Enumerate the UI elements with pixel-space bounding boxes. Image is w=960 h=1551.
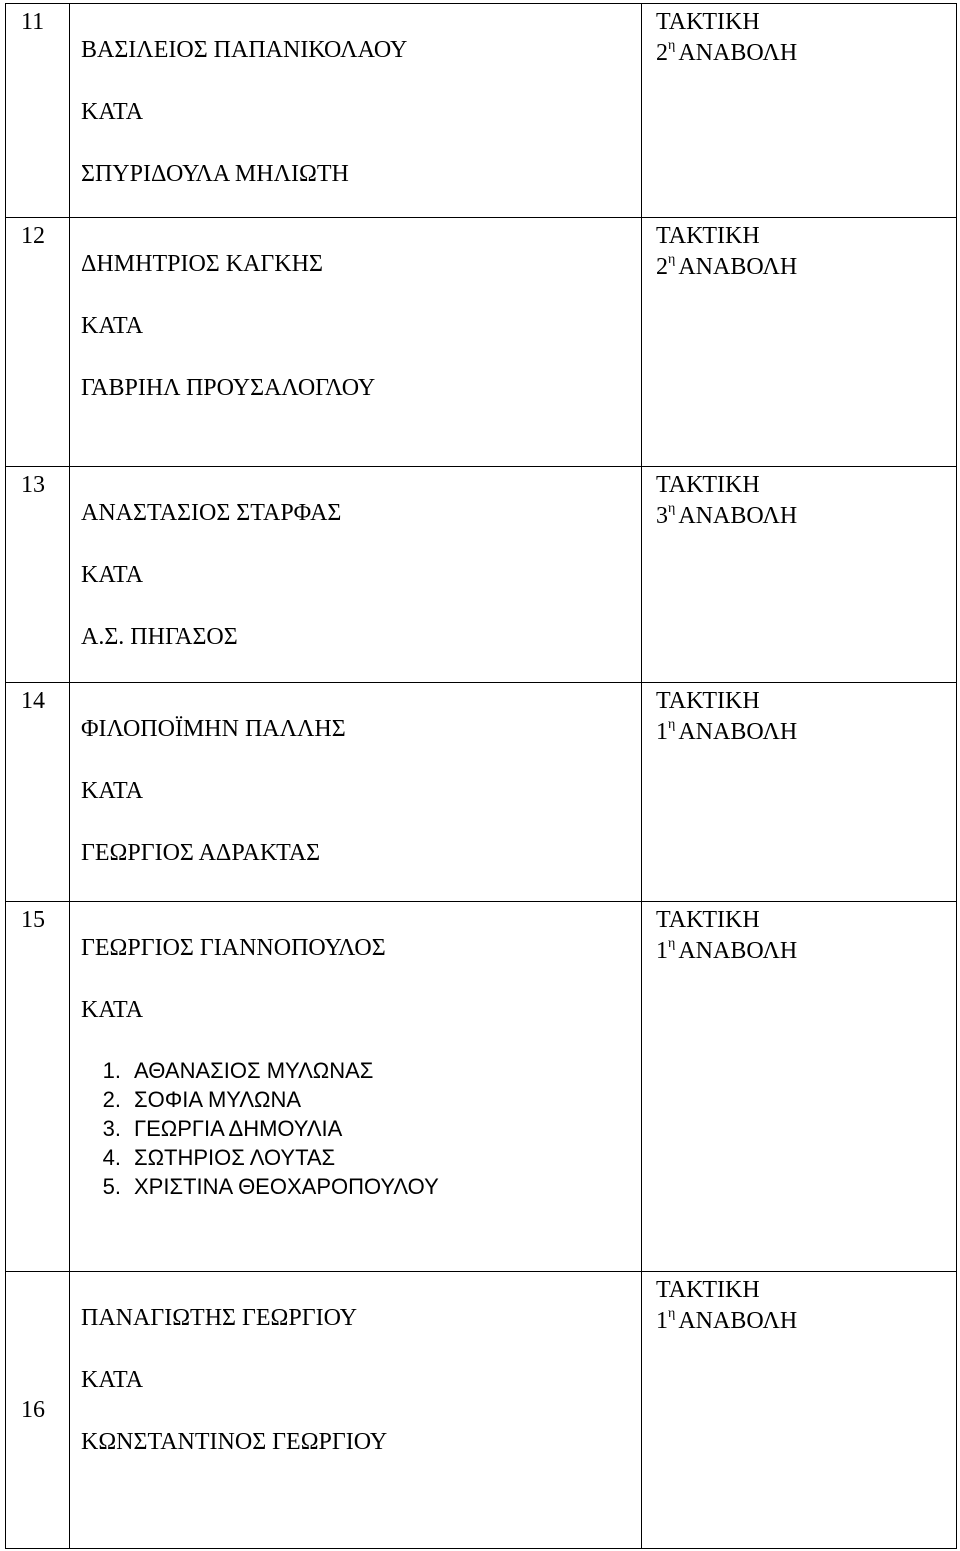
ordinal-suffix: η xyxy=(668,38,676,53)
postponement xyxy=(656,38,956,66)
postponement xyxy=(656,936,956,964)
party-a: ΔΗΜΗΤΡΙΟΣ ΚΑΓΚΗΣ xyxy=(81,251,323,277)
list-index: 4. xyxy=(102,1145,121,1170)
hearing-type: ΤΑΚΤΙΚΗ xyxy=(656,688,760,714)
party-b: ΣΠΥΡΙΔΟΥΛΑ ΜΗΛΙΩΤΗ xyxy=(81,161,349,187)
status-cell xyxy=(642,218,957,467)
postponement-number: 1 xyxy=(656,719,668,745)
parties-cell xyxy=(70,683,642,902)
list-index: 1. xyxy=(102,1058,121,1083)
postponement-label: ΑΝΑΒΟΛΗ xyxy=(678,40,798,66)
postponement xyxy=(656,252,956,280)
status-cell xyxy=(642,902,957,1272)
opponent-name: ΣΩΤΗΡΙΟΣ ΛΟΥΤΑΣ xyxy=(134,1145,336,1170)
case-number-cell xyxy=(6,4,70,218)
party-a: ΠΑΝΑΓΙΩΤΗΣ ΓΕΩΡΓΙΟΥ xyxy=(81,1305,358,1331)
case-number-cell xyxy=(6,1272,70,1549)
hearing-type: ΤΑΚΤΙΚΗ xyxy=(656,472,760,498)
ordinal-suffix: η xyxy=(668,252,676,267)
versus-label: ΚΑΤΑ xyxy=(81,313,144,339)
party-b: ΓΕΩΡΓΙΟΣ ΑΔΡΑΚΤΑΣ xyxy=(81,840,321,866)
case-number-cell xyxy=(6,683,70,902)
case-number-cell xyxy=(6,467,70,683)
case-number: 12 xyxy=(21,223,45,249)
opponent-name: ΓΕΩΡΓΙΑ ΔΗΜΟΥΛΙΑ xyxy=(134,1116,343,1141)
list-index: 3. xyxy=(102,1116,121,1141)
ordinal-suffix: η xyxy=(668,936,676,951)
case-number: 11 xyxy=(21,9,45,35)
party-b: ΚΩΝΣΤΑΝΤΙΝΟΣ ΓΕΩΡΓΙΟΥ xyxy=(81,1429,388,1455)
table-row xyxy=(6,467,957,683)
postponement-label: ΑΝΑΒΟΛΗ xyxy=(678,254,798,280)
hearing-type: ΤΑΚΤΙΚΗ xyxy=(656,9,760,35)
ordinal-suffix: η xyxy=(668,501,676,516)
versus-label: ΚΑΤΑ xyxy=(81,1367,144,1393)
parties-cell xyxy=(70,467,642,683)
versus-label: ΚΑΤΑ xyxy=(81,562,144,588)
list-index: 2. xyxy=(102,1087,121,1112)
postponement-number: 1 xyxy=(656,938,668,964)
postponement-label: ΑΝΑΒΟΛΗ xyxy=(678,1308,798,1334)
case-number: 15 xyxy=(21,907,45,933)
parties-cell xyxy=(70,218,642,467)
status-cell xyxy=(642,4,957,218)
ordinal-suffix: η xyxy=(668,1306,676,1321)
hearing-type: ΤΑΚΤΙΚΗ xyxy=(656,907,760,933)
postponement-label: ΑΝΑΒΟΛΗ xyxy=(678,938,798,964)
party-a: ΦΙΛΟΠΟΪΜΗΝ ΠΑΛΛΗΣ xyxy=(81,716,346,742)
party-a: ΒΑΣΙΛΕΙΟΣ ΠΑΠΑΝΙΚΟΛΑΟΥ xyxy=(81,37,408,63)
party-a: ΑΝΑΣΤΑΣΙΟΣ ΣΤΑΡΦΑΣ xyxy=(81,500,342,526)
versus-label: ΚΑΤΑ xyxy=(81,778,144,804)
case-number-cell xyxy=(6,902,70,1272)
party-a: ΓΕΩΡΓΙΟΣ ΓΙΑΝΝΟΠΟΥΛΟΣ xyxy=(81,935,386,961)
hearing-type: ΤΑΚΤΙΚΗ xyxy=(656,223,760,249)
list-item xyxy=(81,1089,641,1111)
status-cell xyxy=(642,1272,957,1549)
party-b: ΓΑΒΡΙΗΛ ΠΡΟΥΣΑΛΟΓΛΟΥ xyxy=(81,375,376,401)
hearing-type: ΤΑΚΤΙΚΗ xyxy=(656,1277,760,1303)
case-number-cell xyxy=(6,218,70,467)
postponement-label: ΑΝΑΒΟΛΗ xyxy=(678,503,798,529)
postponement-number: 2 xyxy=(656,254,668,280)
postponement-number: 2 xyxy=(656,40,668,66)
opponent-name: ΣΟΦΙΑ ΜΥΛΩΝΑ xyxy=(134,1087,302,1112)
opponents-list xyxy=(81,1060,641,1198)
case-number: 16 xyxy=(21,1397,45,1423)
postponement-number: 3 xyxy=(656,503,668,529)
postponement xyxy=(656,501,956,529)
list-item xyxy=(81,1118,641,1140)
status-cell xyxy=(642,467,957,683)
table-row xyxy=(6,683,957,902)
table-row xyxy=(6,4,957,218)
list-item xyxy=(81,1060,641,1082)
party-b: Α.Σ. ΠΗΓΑΣΟΣ xyxy=(81,624,238,650)
case-number: 14 xyxy=(21,688,45,714)
opponent-name: ΧΡΙΣΤΙΝΑ ΘΕΟΧΑΡΟΠΟΥΛΟΥ xyxy=(134,1174,439,1199)
case-number: 13 xyxy=(21,472,45,498)
list-item xyxy=(81,1147,641,1169)
cases-table xyxy=(5,3,957,1549)
parties-cell xyxy=(70,1272,642,1549)
postponement xyxy=(656,1306,956,1334)
postponement-label: ΑΝΑΒΟΛΗ xyxy=(678,719,798,745)
parties-cell xyxy=(70,902,642,1272)
table-row xyxy=(6,902,957,1272)
table-row xyxy=(6,1272,957,1549)
postponement xyxy=(656,717,956,745)
status-cell xyxy=(642,683,957,902)
versus-label: ΚΑΤΑ xyxy=(81,997,144,1023)
table-row xyxy=(6,218,957,467)
opponent-name: ΑΘΑΝΑΣΙΟΣ ΜΥΛΩΝΑΣ xyxy=(134,1058,374,1083)
postponement-number: 1 xyxy=(656,1308,668,1334)
ordinal-suffix: η xyxy=(668,717,676,732)
parties-cell xyxy=(70,4,642,218)
list-index: 5. xyxy=(102,1174,121,1199)
versus-label: ΚΑΤΑ xyxy=(81,99,144,125)
list-item xyxy=(81,1176,641,1198)
